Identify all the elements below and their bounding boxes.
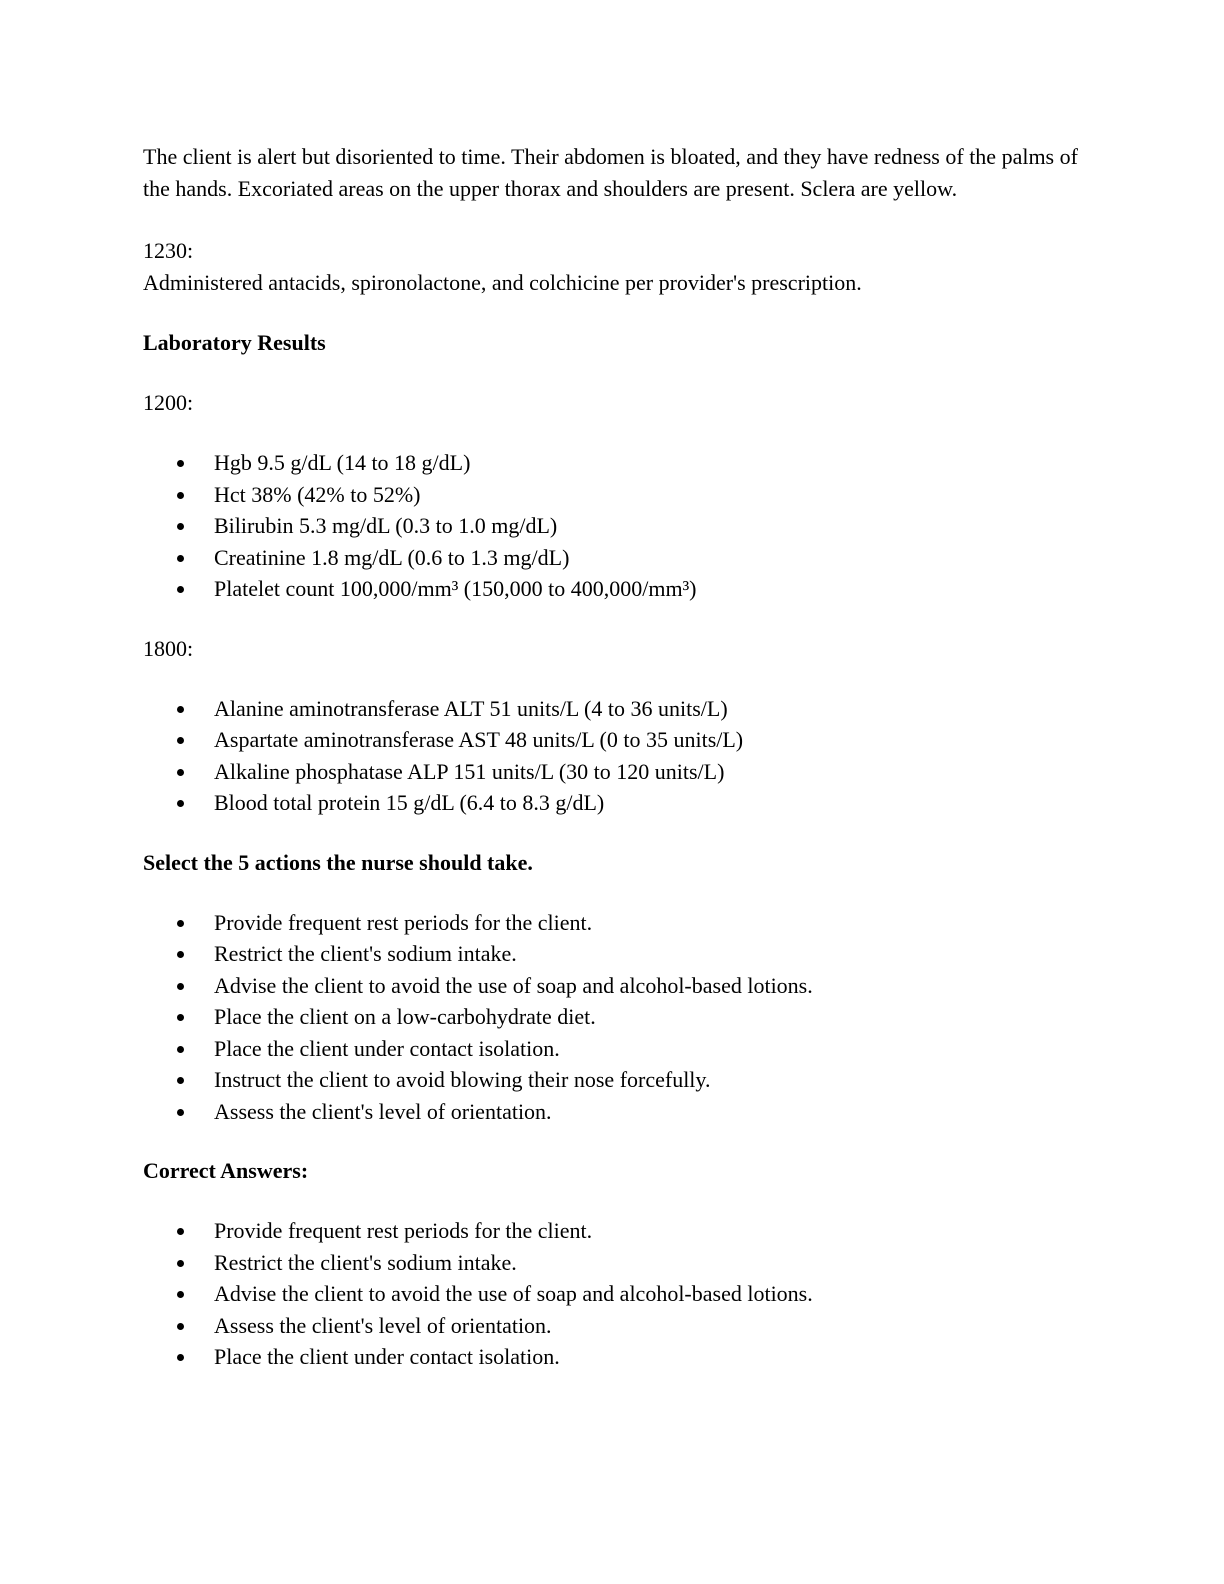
list-item (143, 1247, 1083, 1279)
bullet-icon (177, 920, 184, 927)
list-item (143, 510, 1083, 542)
list-item (143, 907, 1083, 939)
list-item (143, 1096, 1083, 1128)
list-item (143, 970, 1083, 1002)
bullet-icon (177, 1014, 184, 1021)
list-item (143, 1001, 1083, 1033)
list-item-text: Provide frequent rest periods for the client. (214, 909, 593, 935)
lab-1200-list (143, 447, 1083, 605)
correct-answers-heading: Correct Answers: (143, 1158, 309, 1183)
bullet-icon (177, 1228, 184, 1235)
list-item-text: Advise the client to avoid the use of soap and alcohol-based lotions. (214, 972, 813, 998)
list-item (143, 1278, 1083, 1310)
medication-note (143, 235, 1083, 299)
list-item-text: Aspartate aminotransferase AST 48 units/L (0 to 35 units/L) (214, 727, 744, 752)
list-item-text: Hct 38% (42% to 52%) (214, 481, 421, 507)
list-item (143, 573, 1083, 605)
question-prompt: Select the 5 actions the nurse should take. (143, 849, 533, 875)
bullet-icon (177, 1323, 184, 1330)
bullet-icon (177, 1046, 184, 1053)
list-item-text: Bilirubin 5.3 mg/dL (0.3 to 1.0 mg/dL) (214, 513, 558, 538)
list-item-text: Assess the client's level of orientation. (214, 1098, 552, 1124)
bullet-icon (177, 983, 184, 990)
list-item (143, 479, 1083, 511)
bullet-icon (177, 800, 184, 807)
list-item-text: Restrict the client's sodium intake. (214, 1249, 517, 1275)
list-item-text: Place the client under contact isolation. (214, 1344, 560, 1369)
list-item-text: Platelet count 100,000/mm³ (150,000 to 400,000/mm³) (214, 576, 697, 601)
lab-results-heading: Laboratory Results (143, 330, 326, 355)
list-item (143, 1310, 1083, 1342)
list-item (143, 542, 1083, 574)
correct-answers-list (143, 1215, 1083, 1373)
bullet-icon (177, 1077, 184, 1084)
medication-note-time: 1230: (143, 238, 194, 263)
bullet-icon (177, 555, 184, 562)
bullet-icon (177, 460, 184, 467)
bullet-icon (177, 706, 184, 713)
bullet-icon (177, 737, 184, 744)
bullet-icon (177, 951, 184, 958)
bullet-icon (177, 1291, 184, 1298)
lab-1800-time: 1800: (143, 635, 194, 661)
bullet-icon (177, 1260, 184, 1267)
list-item (143, 938, 1083, 970)
bullet-icon (177, 1354, 184, 1361)
list-item-text: Provide frequent rest periods for the client. (214, 1218, 593, 1243)
list-item-text: Hgb 9.5 g/dL (14 to 18 g/dL) (214, 450, 471, 475)
intro-paragraph: The client is alert but disoriented to time. Their abdomen is bloated, and they have redness of the palms of the hands. Excoriated areas on the upper thorax and shoulders are present. Sclera are yellow. (143, 144, 1078, 201)
list-item (143, 1215, 1083, 1247)
list-item-text: Alkaline phosphatase ALP 151 units/L (30 to 120 units/L) (214, 758, 725, 784)
list-item-text: Assess the client's level of orientation. (214, 1312, 552, 1338)
list-item (143, 1341, 1083, 1373)
list-item (143, 447, 1083, 479)
list-item (143, 724, 1083, 756)
bullet-icon (177, 1109, 184, 1116)
list-item (143, 693, 1083, 725)
list-item (143, 1033, 1083, 1065)
lab-1800-list (143, 693, 1083, 819)
list-item-text: Advise the client to avoid the use of soap and alcohol-based lotions. (214, 1281, 813, 1306)
list-item-text: Place the client on a low-carbohydrate diet. (214, 1004, 596, 1029)
bullet-icon (177, 523, 184, 530)
list-item-text: Instruct the client to avoid blowing their nose forcefully. (214, 1067, 711, 1092)
lab-1200-time: 1200: (143, 390, 194, 415)
list-item (143, 787, 1083, 819)
list-item-text: Creatinine 1.8 mg/dL (0.6 to 1.3 mg/dL) (214, 544, 570, 570)
list-item-text: Blood total protein 15 g/dL (6.4 to 8.3 g/dL) (214, 790, 605, 815)
list-item-text: Place the client under contact isolation. (214, 1035, 560, 1061)
question-options-list (143, 907, 1083, 1128)
bullet-icon (177, 769, 184, 776)
bullet-icon (177, 586, 184, 593)
list-item (143, 756, 1083, 788)
list-item-text: Restrict the client's sodium intake. (214, 941, 517, 966)
list-item-text: Alanine aminotransferase ALT 51 units/L (4 to 36 units/L) (214, 695, 728, 721)
document-page (143, 141, 1083, 1401)
medication-note-text: Administered antacids, spironolactone, and colchicine per provider's prescription. (143, 270, 862, 295)
list-item (143, 1064, 1083, 1096)
bullet-icon (177, 492, 184, 499)
